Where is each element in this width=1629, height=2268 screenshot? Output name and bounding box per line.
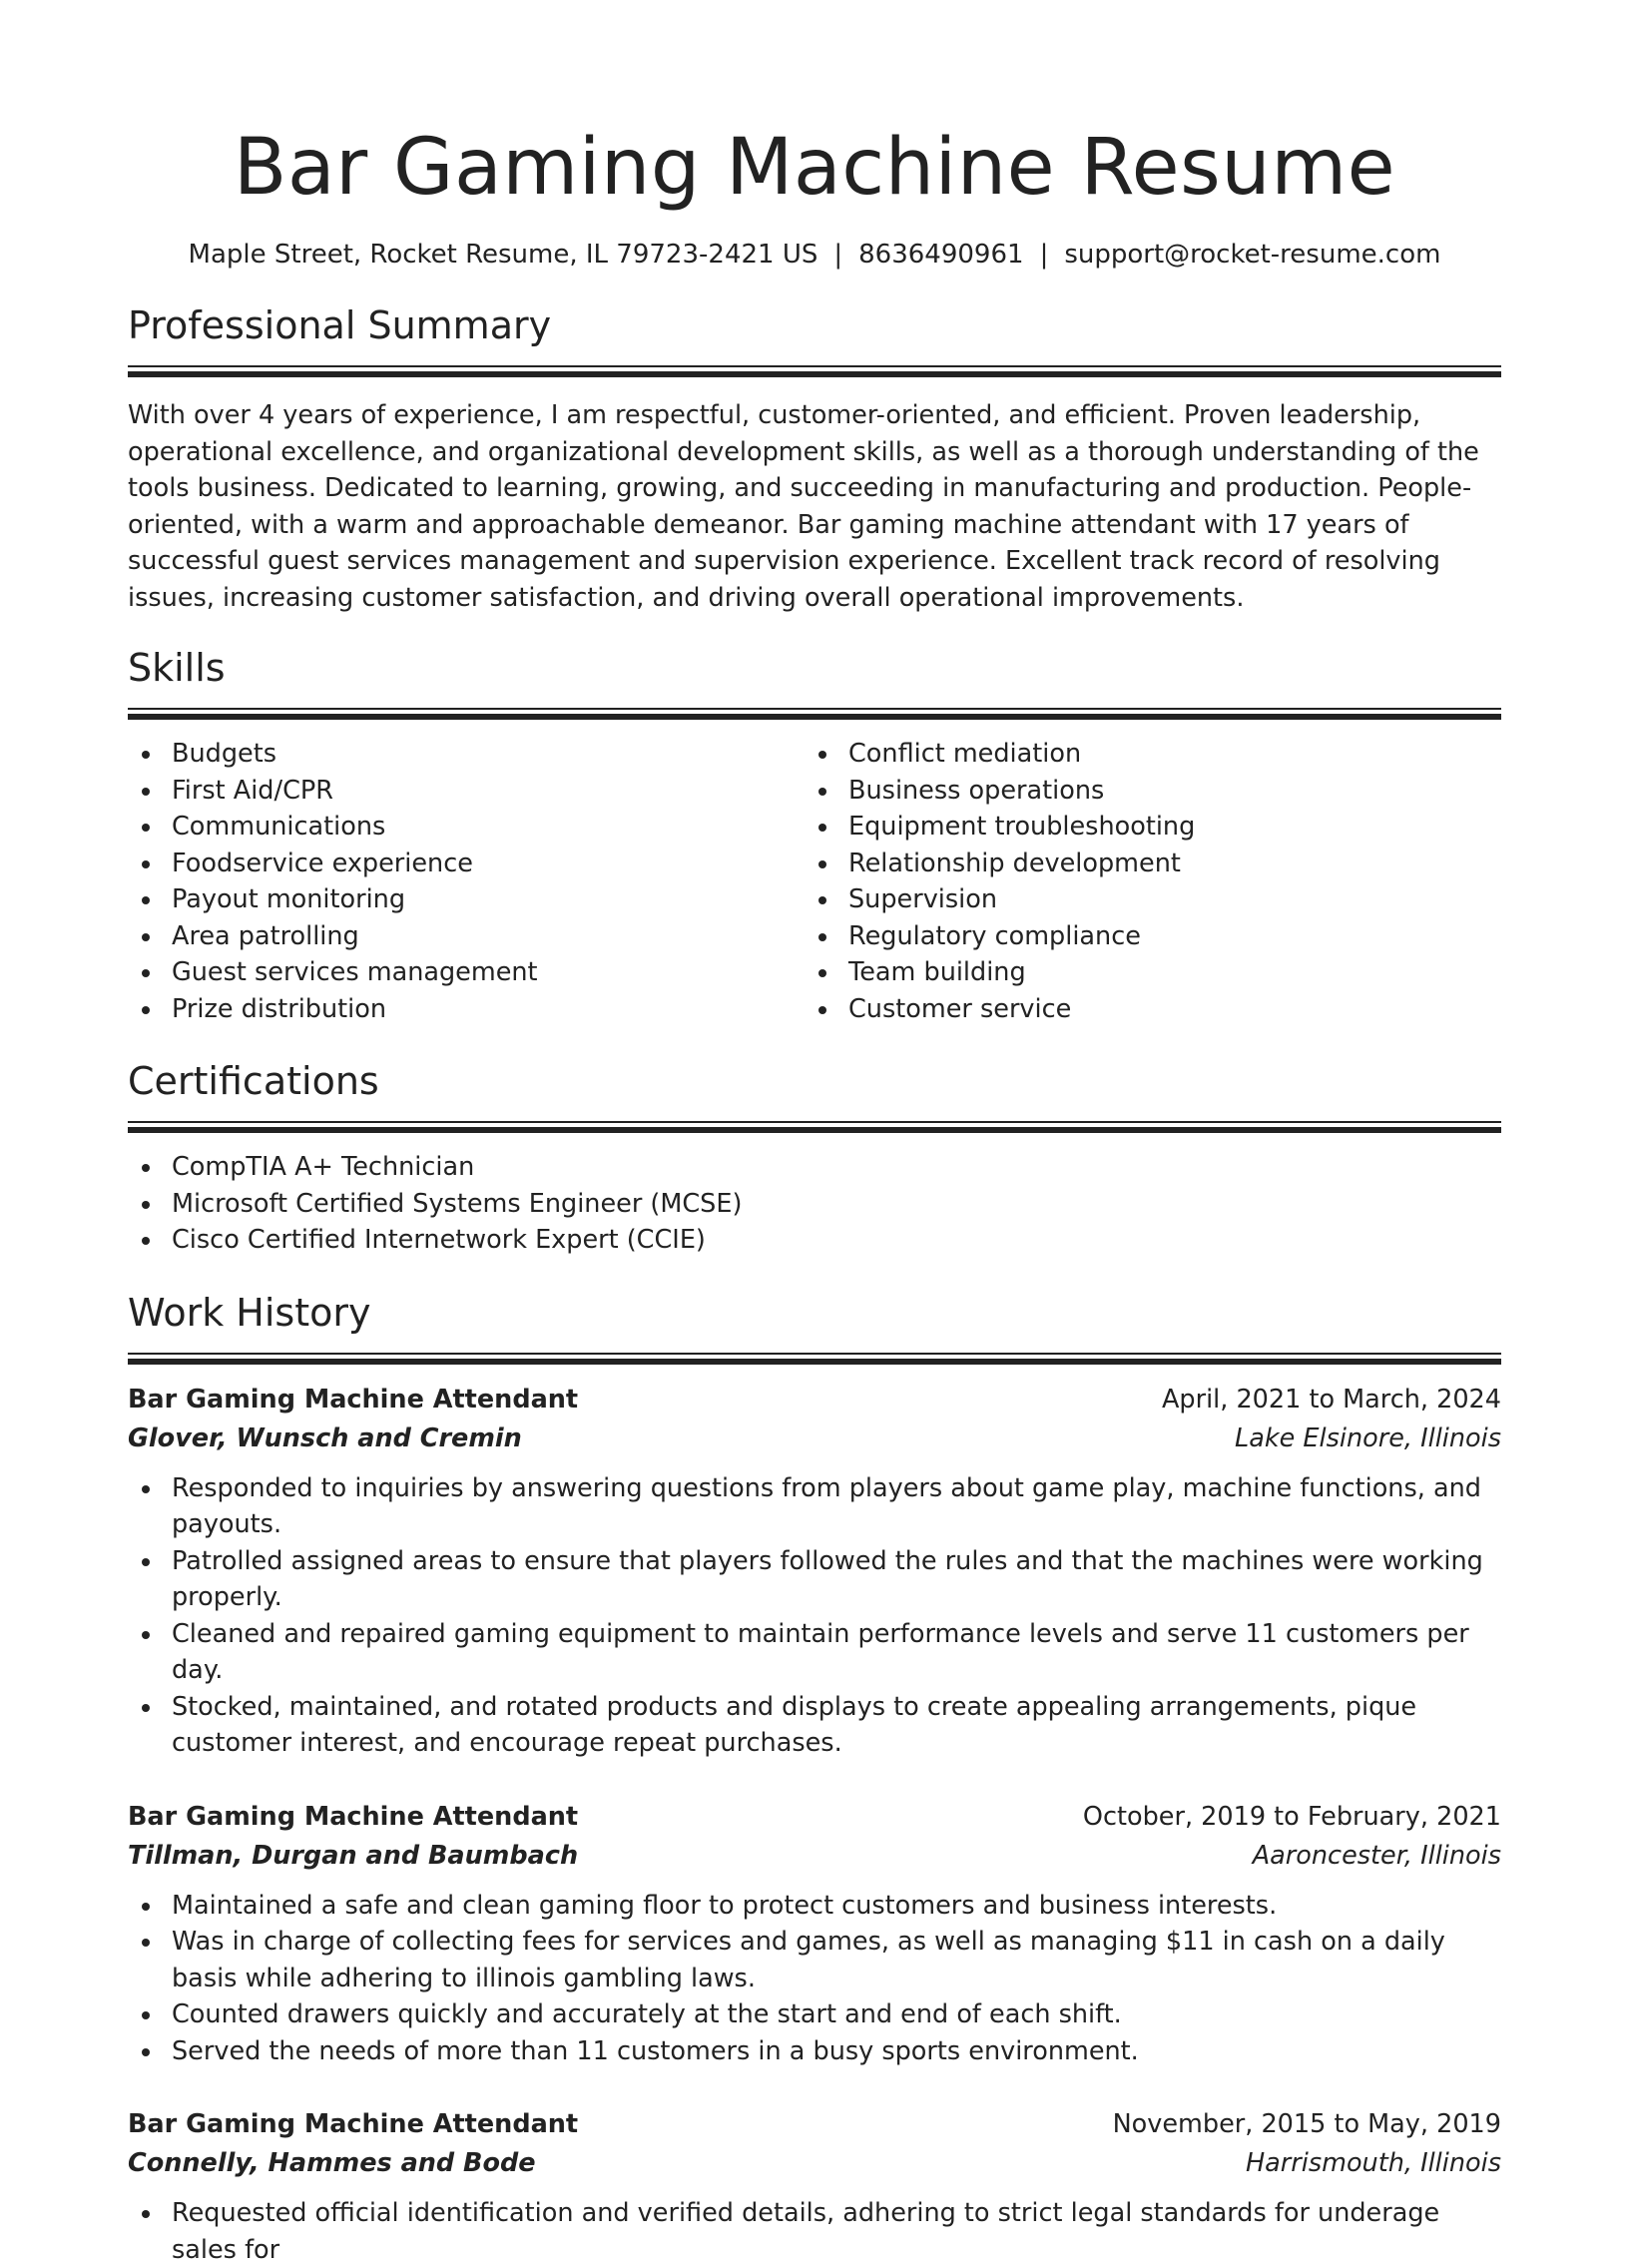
- job-company: Tillman, Durgan and Baumbach: [128, 1840, 579, 1871]
- job-location: Harrismouth, Illinois: [1245, 2148, 1501, 2178]
- section-divider: [128, 365, 1501, 377]
- section-divider: [128, 1121, 1501, 1133]
- job-title: Bar Gaming Machine Attendant: [128, 2109, 579, 2139]
- contact-email: support@rocket-resume.com: [1064, 240, 1441, 270]
- job-duties-list: [128, 1470, 1501, 1762]
- job-duty: Cleaned and repaired gaming equipment to maintain performance levels and serve 11 customers per day.: [128, 1616, 1501, 1689]
- skill-item: Business operations: [805, 773, 1481, 810]
- summary-text: With over 4 years of experience, I am respectful, customer-oriented, and efficient. Proven leadership, operational excellence, and organizational development skills, as well as a thorough understanding of the tools business. Dedicated to learning, growing, and succeeding in manufacturing and production. People-oriented, with a warm and approachable demeanor. Bar gaming machine attendant with 17 years of successful guest services management and supervision experience. Excellent track record of resolving issues, increasing customer satisfaction, and driving overall operational improvements.: [128, 400, 1479, 613]
- skill-item: Relationship development: [805, 846, 1481, 882]
- resume-name: Bar Gaming Machine Resume: [233, 123, 1396, 213]
- job-company-row: [128, 2144, 1501, 2183]
- work-history-heading: Work History: [128, 1290, 371, 1335]
- job-duty: Stocked, maintained, and rotated products and displays to create appealing arrangements, pique customer interest, and encourage repeat purchases.: [128, 1689, 1501, 1762]
- skill-item: Customer service: [805, 991, 1481, 1028]
- contact-address: Maple Street, Rocket Resume, IL 79723-2421 US: [188, 240, 818, 270]
- job-title: Bar Gaming Machine Attendant: [128, 1801, 579, 1832]
- certification-item: Cisco Certified Internetwork Expert (CCIE): [128, 1222, 1501, 1259]
- job-company-row: [128, 1419, 1501, 1458]
- skill-item: Foodservice experience: [128, 846, 805, 882]
- job-header-row: [128, 1381, 1501, 1419]
- skills-list-left: [128, 736, 805, 1027]
- job-entry: [128, 1381, 1501, 1762]
- skill-item: Payout monitoring: [128, 881, 805, 918]
- contact-separator: |: [1039, 240, 1049, 270]
- job-entry: [128, 2105, 1501, 2268]
- section-divider: [128, 1353, 1501, 1365]
- job-location: Lake Elsinore, Illinois: [1234, 1422, 1501, 1453]
- section-divider: [128, 708, 1501, 720]
- job-duty: Patrolled assigned areas to ensure that players followed the rules and that the machines were working properly.: [128, 1543, 1501, 1616]
- certifications-list: [128, 1149, 1501, 1259]
- job-dates: October, 2019 to February, 2021: [1082, 1801, 1501, 1832]
- job-header-row: [128, 2105, 1501, 2144]
- job-duties-list: [128, 1888, 1501, 2070]
- skills-columns: [128, 736, 1501, 1027]
- job-company: Glover, Wunsch and Cremin: [128, 1422, 522, 1453]
- job-duty: Served the needs of more than 11 customers in a busy sports environment.: [128, 2033, 1501, 2070]
- job-header-row: [128, 1798, 1501, 1837]
- skill-item: Prize distribution: [128, 991, 805, 1028]
- skill-item: Guest services management: [128, 954, 805, 991]
- certification-item: Microsoft Certified Systems Engineer (MCSE): [128, 1186, 1501, 1223]
- skill-item: Regulatory compliance: [805, 918, 1481, 955]
- skill-item: Communications: [128, 809, 805, 846]
- job-duty: Requested official identification and verified details, adhering to strict legal standards for underage sales for: [128, 2195, 1501, 2268]
- job-title: Bar Gaming Machine Attendant: [128, 1384, 579, 1415]
- skill-item: Area patrolling: [128, 918, 805, 955]
- contact-line: [128, 238, 1501, 272]
- job-company: Connelly, Hammes and Bode: [128, 2148, 536, 2178]
- job-dates: November, 2015 to May, 2019: [1112, 2109, 1501, 2139]
- job-location: Aaroncester, Illinois: [1252, 1840, 1501, 1871]
- skill-item: Supervision: [805, 881, 1481, 918]
- skill-item: Budgets: [128, 736, 805, 773]
- job-duties-list: [128, 2195, 1501, 2268]
- skills-list-right: [805, 736, 1481, 1027]
- skills-heading: Skills: [128, 646, 226, 690]
- skill-item: First Aid/CPR: [128, 773, 805, 810]
- job-dates: April, 2021 to March, 2024: [1161, 1384, 1501, 1415]
- certifications-heading: Certifications: [128, 1059, 379, 1103]
- contact-separator: |: [833, 240, 843, 270]
- resume-page: [128, 0, 1501, 2268]
- certification-item: CompTIA A+ Technician: [128, 1149, 1501, 1186]
- job-duty: Maintained a safe and clean gaming floor to protect customers and business interests.: [128, 1888, 1501, 1925]
- job-entry: [128, 1798, 1501, 2070]
- job-duty: Responded to inquiries by answering questions from players about game play, machine functions, and payouts.: [128, 1470, 1501, 1543]
- skill-item: Team building: [805, 954, 1481, 991]
- skill-item: Equipment troubleshooting: [805, 809, 1481, 846]
- contact-phone: 8636490961: [858, 240, 1024, 270]
- summary-heading: Professional Summary: [128, 303, 552, 347]
- job-company-row: [128, 1837, 1501, 1876]
- job-duty: Was in charge of collecting fees for services and games, as well as managing $11 in cash on a daily basis while adhering to illinois gambling laws.: [128, 1924, 1501, 1996]
- skill-item: Conflict mediation: [805, 736, 1481, 773]
- job-duty: Counted drawers quickly and accurately at the start and end of each shift.: [128, 1996, 1501, 2033]
